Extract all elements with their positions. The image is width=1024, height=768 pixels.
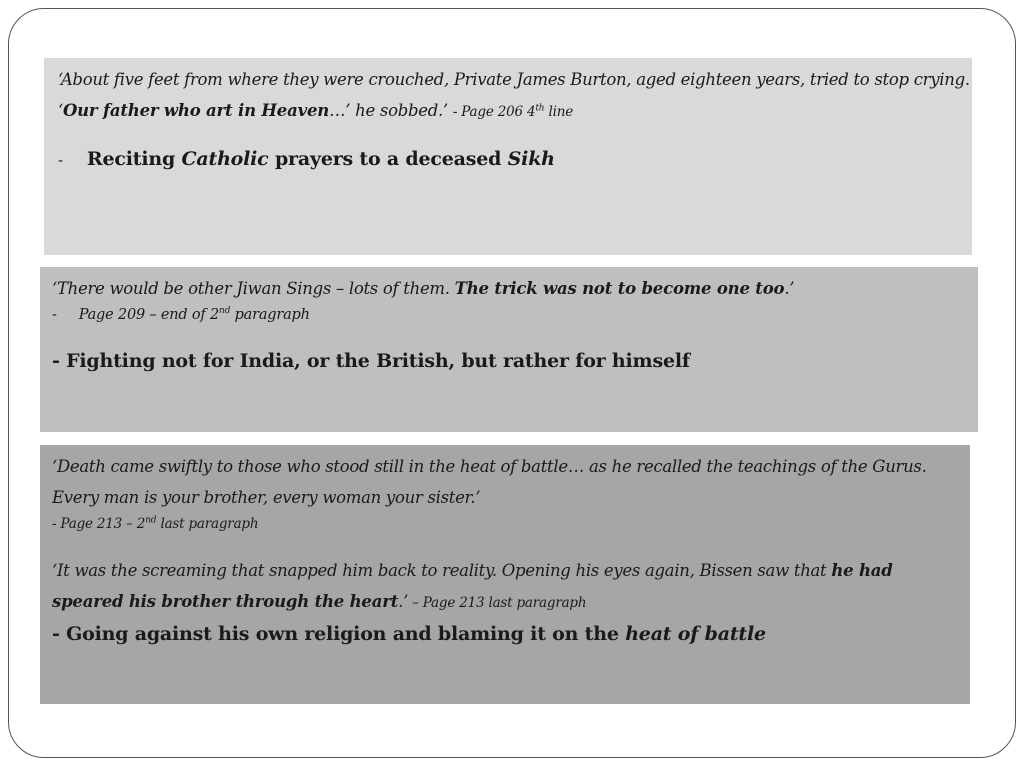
quote-1-emphasis: Our father who art in Heaven — [62, 101, 330, 120]
quote-1-line-2 — [58, 95, 960, 128]
citation-1-sup: th — [535, 103, 545, 114]
quote-box-1 — [44, 58, 972, 255]
quote-2-end: .’ — [784, 279, 795, 298]
quote-4-end: .’ — [398, 592, 409, 611]
point-1-text-b: prayers to a deceased — [268, 148, 508, 170]
quote-2-line — [52, 273, 966, 304]
quote-4-line-1 — [52, 555, 958, 586]
citation-2 — [52, 304, 966, 326]
citation-1 — [453, 104, 573, 120]
citation-3-prefix: - Page 213 – 2 — [52, 516, 146, 532]
quote-4-line-2 — [52, 586, 958, 619]
quote-4-text: ‘It was the screaming that snapped him back to reality. Opening his eyes again, Bissen saw that — [52, 561, 832, 580]
point-1-text-a: Reciting — [86, 148, 182, 170]
quote-box-2 — [40, 267, 978, 432]
citation-3-sup: nd — [145, 515, 157, 526]
citation-1-prefix: - Page 206 4 — [452, 104, 536, 120]
point-3 — [52, 619, 958, 649]
quote-1-rest: …’ he sobbed.’ — [329, 101, 448, 120]
quote-4-emphasis-b: speared his brother through the heart — [52, 592, 399, 611]
citation-2-suffix: paragraph — [230, 307, 310, 323]
citation-2-sup: nd — [219, 306, 231, 317]
quote-2-text: ‘There would be other Jiwan Sings – lots of them. — [52, 279, 455, 298]
point-1 — [58, 144, 960, 175]
point-3-text: - Going against his own religion and blaming it on the — [52, 623, 626, 645]
quote-3-line-2: Every man is your brother, every woman your sister.’ — [52, 488, 481, 507]
quote-4-emphasis-a: he had — [831, 561, 893, 580]
citation-3 — [52, 513, 958, 535]
point-3-ital: heat of battle — [625, 623, 766, 645]
quote-3-line-1: ‘Death came swiftly to those who stood still in the heat of battle… as he recalled the teachings of the Gurus. — [52, 457, 927, 476]
point-1-ital-b: Sikh — [507, 148, 555, 170]
citation-4: – Page 213 last paragraph — [408, 595, 587, 611]
citation-2-prefix: Page 209 – end of 2 — [78, 307, 220, 323]
quote-1-text: ‘About five feet from where they were crouched, Private James Burton, aged eighteen years, tried to stop crying. — [58, 70, 970, 89]
quote-box-3 — [40, 445, 970, 704]
point-2: - Fighting not for India, or the British, but rather for himself — [52, 350, 690, 372]
citation-1-suffix: line — [544, 104, 574, 120]
quote-2-emphasis: The trick was not to become one too — [454, 279, 785, 298]
quote-1-line-1 — [58, 64, 970, 95]
citation-2-dash: - — [52, 307, 57, 323]
point-1-dash: - — [58, 151, 63, 169]
quote-1-open-mark: ‘ — [58, 101, 63, 120]
citation-3-suffix: last paragraph — [156, 516, 259, 532]
point-1-ital-a: Catholic — [181, 148, 269, 170]
